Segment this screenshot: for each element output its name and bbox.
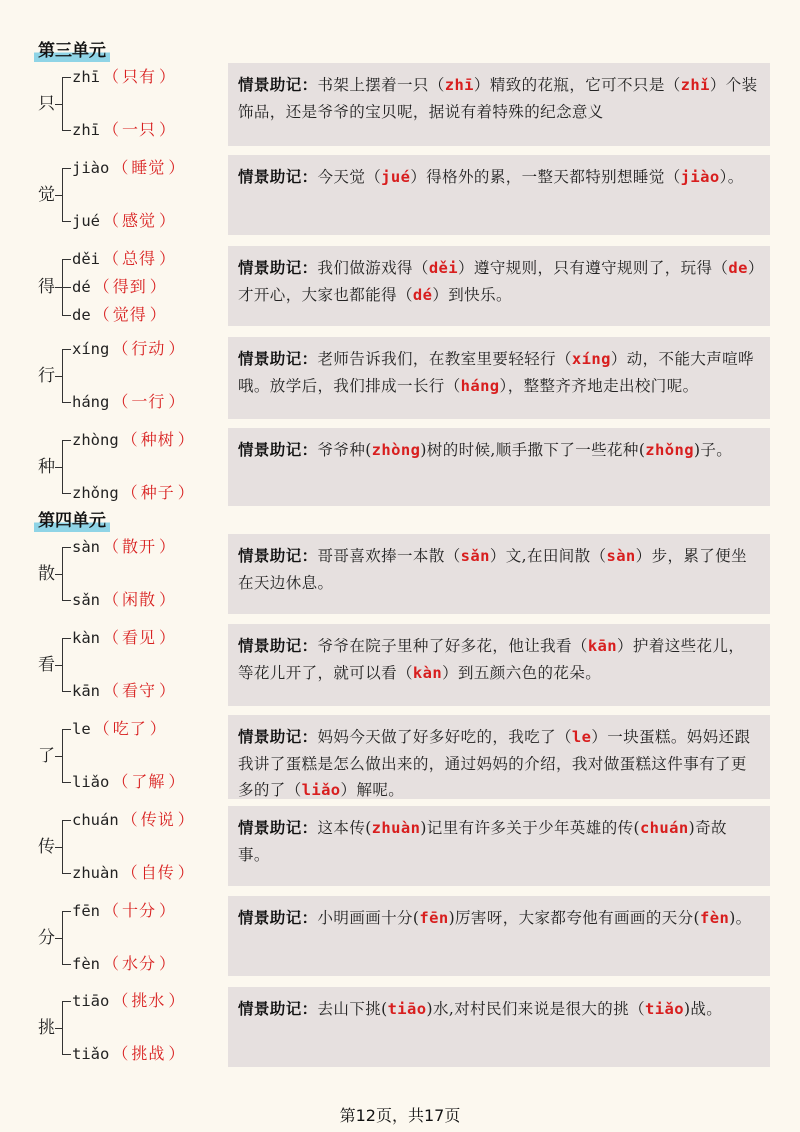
memo-text: )厉害呀，大家都夸他有画画的天分( xyxy=(448,909,700,927)
paren-close: ） xyxy=(159,67,176,86)
char-entry xyxy=(0,988,800,1070)
pinyin: zhī xyxy=(72,68,100,86)
reading-row xyxy=(72,304,169,326)
memo-pinyin: kān xyxy=(587,637,618,655)
memo-box xyxy=(228,246,770,326)
memo-text: ）一块蛋糕。妈妈还跟我讲了蛋糕是怎么做出来的，通过妈妈的介绍，我对做蛋糕这件事有了更多的了（ xyxy=(238,728,751,799)
pinyin: sǎn xyxy=(72,591,100,609)
memo-pinyin: kàn xyxy=(412,663,443,682)
paren-close: ） xyxy=(149,277,166,296)
pinyin: fēn xyxy=(72,902,100,920)
paren-open: （ xyxy=(93,719,110,738)
reading-row xyxy=(72,900,178,922)
paren-close: ） xyxy=(168,392,185,411)
memo-pinyin: tiāo xyxy=(387,1000,427,1018)
bracket xyxy=(62,911,71,964)
memo-pinyin: chuán xyxy=(639,819,689,837)
paren-close: ） xyxy=(159,249,176,268)
memo-text: ）到快乐。 xyxy=(432,285,512,304)
memo-box xyxy=(228,534,770,614)
example-word: 传说 xyxy=(140,810,175,829)
paren-open: （ xyxy=(103,249,120,268)
example-word: 睡觉 xyxy=(131,158,166,177)
example-word: 散开 xyxy=(122,537,157,556)
bracket-line xyxy=(62,349,63,402)
bracket xyxy=(62,638,71,691)
memo-text: 书架上摆着一只（ xyxy=(317,76,445,94)
example-word: 看守 xyxy=(122,681,157,700)
paren-close: ） xyxy=(177,863,194,882)
memo-text: ）遵守规则，只有遵守规则了，玩得（ xyxy=(458,259,729,277)
bracket-tick xyxy=(62,820,71,821)
bracket-tick xyxy=(62,440,71,441)
memo-label: 情景助记： xyxy=(238,168,318,186)
bracket-line xyxy=(62,77,63,130)
pinyin: chuán xyxy=(72,811,119,829)
paren-close: ） xyxy=(159,628,176,647)
pinyin: tiǎo xyxy=(72,1045,110,1063)
memo-label: 情景助记： xyxy=(238,1000,318,1018)
paren-close: ） xyxy=(149,719,166,738)
polyphone-char: 分 xyxy=(38,927,55,948)
bracket-tick xyxy=(62,493,71,494)
pinyin: zhuàn xyxy=(72,864,119,882)
reading-row xyxy=(72,627,178,649)
memo-text: 今天觉（ xyxy=(317,168,382,186)
bracket-tick xyxy=(62,729,71,730)
paren-open: （ xyxy=(103,681,120,700)
memo-text: ）个装饰品，还是爷爷的宝贝呢，据说有着特殊的纪念意义 xyxy=(238,76,758,121)
memo-box xyxy=(228,715,770,799)
memo-pinyin: tiǎo xyxy=(645,1000,684,1018)
bracket-tick xyxy=(62,315,71,316)
bracket-stem xyxy=(55,1028,62,1029)
paren-open: （ xyxy=(103,590,120,609)
paren-close: ） xyxy=(168,1044,185,1063)
polyphone-char: 看 xyxy=(38,654,55,675)
bracket-tick xyxy=(62,873,71,874)
memo-box xyxy=(228,428,770,506)
memo-pinyin: děi xyxy=(428,259,459,277)
bracket-tick xyxy=(62,77,71,78)
char-entry xyxy=(0,155,800,245)
bracket-stem xyxy=(55,847,62,848)
pinyin: fèn xyxy=(72,955,100,973)
memo-pinyin: fèn xyxy=(699,909,730,927)
bracket-stem xyxy=(55,376,62,377)
memo-label: 情景助记： xyxy=(238,728,318,746)
bracket-tick xyxy=(62,964,71,965)
memo-text: ）步，累了便坐在天边休息。 xyxy=(238,547,747,592)
paren-close: ） xyxy=(159,681,176,700)
example-word: 一行 xyxy=(131,392,166,411)
memo-pinyin: sàn xyxy=(606,547,636,565)
unit-title-3: 第三单元 xyxy=(34,38,110,64)
pinyin: kān xyxy=(72,682,100,700)
example-word: 种树 xyxy=(140,430,175,449)
memo-text: 去山下挑( xyxy=(317,1000,388,1018)
reading-row xyxy=(72,248,178,270)
example-word: 自传 xyxy=(140,863,175,882)
example-word: 看见 xyxy=(122,628,157,647)
bracket-tick xyxy=(62,911,71,912)
memo-text: 小明画画十分( xyxy=(317,909,420,927)
bracket xyxy=(62,168,71,221)
paren-open: （ xyxy=(121,483,138,502)
paren-open: （ xyxy=(112,392,129,411)
bracket xyxy=(62,729,71,782)
memo-text: ）护着这些花儿，等花儿开了，就可以看（ xyxy=(238,637,745,682)
pinyin: le xyxy=(72,720,91,738)
memo-text: 妈妈今天做了好多好吃的，我吃了（ xyxy=(317,728,572,746)
memo-label: 情景助记： xyxy=(238,909,318,927)
char-entry xyxy=(0,336,800,421)
memo-text: ）动，不能大声喧哗哦。放学后，我们排成一长行（ xyxy=(238,350,754,395)
bracket-line xyxy=(62,911,63,964)
bracket-stem xyxy=(55,665,62,666)
char-entry xyxy=(0,807,800,889)
memo-box xyxy=(228,806,770,886)
bracket xyxy=(62,820,71,873)
reading-row xyxy=(72,157,187,179)
page-footer: 第12页，共17页 xyxy=(339,1106,461,1125)
memo-text: ）精致的花瓶，它可不只是（ xyxy=(473,76,681,94)
bracket xyxy=(62,440,71,493)
bracket-line xyxy=(62,820,63,873)
memo-label: 情景助记： xyxy=(238,819,318,837)
bracket-tick xyxy=(62,221,71,222)
paren-open: （ xyxy=(103,67,120,86)
example-word: 总得 xyxy=(122,249,157,268)
bracket-stem xyxy=(55,574,62,575)
paren-open: （ xyxy=(103,537,120,556)
char-entry xyxy=(0,246,800,330)
bracket-tick xyxy=(62,287,71,288)
paren-close: ） xyxy=(168,772,185,791)
bracket xyxy=(62,1001,71,1054)
pinyin: tiāo xyxy=(72,992,110,1010)
bracket-tick xyxy=(62,402,71,403)
paren-open: （ xyxy=(112,991,129,1010)
bracket-line xyxy=(62,729,63,782)
bracket-tick xyxy=(62,130,71,131)
memo-pinyin: jué xyxy=(381,168,411,186)
reading-row xyxy=(72,536,178,558)
pinyin: jiào xyxy=(72,159,110,177)
polyphone-char: 觉 xyxy=(38,184,55,205)
paren-open: （ xyxy=(112,1044,129,1063)
example-word: 一只 xyxy=(122,120,157,139)
bracket-stem xyxy=(55,195,62,196)
bracket xyxy=(62,259,71,315)
example-word: 挑战 xyxy=(131,1044,166,1063)
paren-close: ） xyxy=(159,954,176,973)
pinyin: zhī xyxy=(72,121,100,139)
memo-label: 情景助记： xyxy=(238,547,318,565)
polyphone-char: 挑 xyxy=(38,1017,55,1038)
memo-text: ）到五颜六色的花朵。 xyxy=(442,663,602,682)
pinyin: děi xyxy=(72,250,100,268)
bracket-tick xyxy=(62,349,71,350)
memo-text: 爷爷种( xyxy=(317,441,372,459)
pinyin: de xyxy=(72,306,91,324)
paren-open: （ xyxy=(121,810,138,829)
polyphone-char: 了 xyxy=(38,745,55,766)
reading-row xyxy=(72,210,178,232)
bracket-line xyxy=(62,547,63,600)
paren-open: （ xyxy=(121,430,138,449)
memo-pinyin: zhòng xyxy=(371,441,421,459)
reading-row xyxy=(72,718,169,740)
memo-pinyin: fēn xyxy=(419,909,449,927)
memo-box xyxy=(228,63,770,146)
example-word: 挑水 xyxy=(131,991,166,1010)
char-entry xyxy=(0,898,800,980)
bracket-tick xyxy=(62,782,71,783)
memo-text: 老师告诉我们，在教室里要轻轻行（ xyxy=(317,350,572,368)
bracket-stem xyxy=(55,104,62,105)
memo-pinyin: liǎo xyxy=(301,781,341,799)
memo-pinyin: sǎn xyxy=(460,547,490,565)
memo-label: 情景助记： xyxy=(238,441,318,459)
memo-text: )树的时候,顺手撒下了一些花种( xyxy=(420,441,646,459)
paren-open: （ xyxy=(93,277,110,296)
reading-row xyxy=(72,809,197,831)
bracket xyxy=(62,77,71,130)
polyphone-char: 散 xyxy=(38,563,55,584)
bracket-line xyxy=(62,1001,63,1054)
memo-text: ）解呢。 xyxy=(340,781,405,799)
char-entry xyxy=(0,716,800,798)
reading-row xyxy=(72,119,178,141)
reading-row xyxy=(72,680,178,702)
memo-text: )子。 xyxy=(693,441,733,459)
memo-text: )。 xyxy=(729,909,752,927)
paren-close: ） xyxy=(159,211,176,230)
memo-text: )水,对村民们来说是很大的挑（ xyxy=(426,1000,645,1018)
reading-row xyxy=(72,66,178,88)
polyphone-char: 得 xyxy=(38,277,55,297)
bracket xyxy=(62,349,71,402)
pinyin: zhòng xyxy=(72,431,119,449)
bracket-stem xyxy=(55,938,62,939)
reading-row xyxy=(72,862,197,884)
example-word: 了解 xyxy=(131,772,166,791)
example-word: 觉得 xyxy=(112,305,147,324)
paren-open: （ xyxy=(93,305,110,324)
memo-pinyin: de xyxy=(728,259,748,277)
bracket-line xyxy=(62,168,63,221)
bracket-tick xyxy=(62,259,71,260)
memo-text: 爷爷在院子里种了好多花，他让我看（ xyxy=(317,637,588,655)
example-word: 闲散 xyxy=(122,590,157,609)
reading-row xyxy=(72,391,187,413)
example-word: 只有 xyxy=(122,67,157,86)
memo-text: ）得格外的累，一整天都特别想睡觉（ xyxy=(410,168,681,186)
reading-row xyxy=(72,1043,187,1065)
memo-box xyxy=(228,896,770,976)
paren-close: ） xyxy=(159,120,176,139)
example-word: 种子 xyxy=(140,483,175,502)
memo-text: )记里有许多关于少年英雄的传( xyxy=(420,819,640,837)
bracket-line xyxy=(62,638,63,691)
example-word: 十分 xyxy=(122,901,157,920)
paren-close: ） xyxy=(168,339,185,358)
paren-open: （ xyxy=(103,901,120,920)
paren-close: ） xyxy=(149,305,166,324)
polyphone-char: 只 xyxy=(38,93,55,114)
memo-pinyin: dé xyxy=(412,285,433,304)
pinyin: dé xyxy=(72,278,91,296)
paren-open: （ xyxy=(112,158,129,177)
polyphone-char: 传 xyxy=(38,836,55,857)
memo-text: 哥哥喜欢捧一本散（ xyxy=(317,547,461,565)
paren-close: ） xyxy=(177,430,194,449)
bracket-tick xyxy=(62,600,71,601)
bracket-tick xyxy=(62,1001,71,1002)
memo-text: ），整整齐齐地走出校门呢。 xyxy=(499,376,699,395)
paren-open: （ xyxy=(103,628,120,647)
polyphone-char: 行 xyxy=(38,365,55,386)
example-word: 吃了 xyxy=(112,719,147,738)
memo-pinyin: zhǒng xyxy=(645,441,694,459)
memo-pinyin: zhuàn xyxy=(371,819,421,837)
paren-open: （ xyxy=(103,120,120,139)
paren-open: （ xyxy=(112,339,129,358)
bracket-stem xyxy=(55,467,62,468)
paren-open: （ xyxy=(112,772,129,791)
bracket-tick xyxy=(62,547,71,548)
reading-row xyxy=(72,953,178,975)
unit-title-4: 第四单元 xyxy=(34,508,110,534)
memo-box xyxy=(228,987,770,1067)
bracket-line xyxy=(62,440,63,493)
bracket-tick xyxy=(62,638,71,639)
pinyin: xíng xyxy=(72,340,110,358)
char-entry xyxy=(0,64,800,154)
memo-pinyin: zhī xyxy=(444,76,474,94)
paren-close: ） xyxy=(177,810,194,829)
paren-open: （ xyxy=(103,211,120,230)
example-word: 感觉 xyxy=(122,211,157,230)
paren-open: （ xyxy=(103,954,120,973)
reading-row xyxy=(72,589,178,611)
memo-text: ）。 xyxy=(719,168,744,186)
example-word: 得到 xyxy=(112,277,147,296)
memo-box xyxy=(228,624,770,706)
pinyin: liǎo xyxy=(72,773,110,791)
memo-text: ）文,在田间散（ xyxy=(489,547,607,565)
bracket xyxy=(62,547,71,600)
memo-text: ）才开心，大家也都能得（ xyxy=(238,259,756,304)
memo-pinyin: háng xyxy=(460,376,500,395)
char-entry xyxy=(0,534,800,616)
bracket-tick xyxy=(62,168,71,169)
memo-pinyin: zhǐ xyxy=(680,76,710,94)
memo-label: 情景助记： xyxy=(238,76,318,94)
reading-row xyxy=(72,338,187,360)
paren-close: ） xyxy=(159,901,176,920)
pinyin: zhǒng xyxy=(72,484,119,502)
memo-text: )战。 xyxy=(683,1000,723,1018)
paren-close: ） xyxy=(168,158,185,177)
memo-text: )奇故事。 xyxy=(238,819,727,864)
memo-pinyin: jiào xyxy=(680,168,720,186)
pinyin: kàn xyxy=(72,629,100,647)
memo-box xyxy=(228,337,770,419)
pinyin: sàn xyxy=(72,538,100,556)
memo-label: 情景助记： xyxy=(238,259,318,277)
memo-pinyin: le xyxy=(571,728,592,746)
paren-open: （ xyxy=(121,863,138,882)
paren-close: ） xyxy=(159,537,176,556)
memo-label: 情景助记： xyxy=(238,637,318,655)
memo-text: 这本传( xyxy=(317,819,372,837)
paren-close: ） xyxy=(177,483,194,502)
example-word: 水分 xyxy=(122,954,157,973)
paren-close: ） xyxy=(168,991,185,1010)
bracket-stem xyxy=(55,756,62,757)
memo-label: 情景助记： xyxy=(238,350,318,368)
paren-close: ） xyxy=(159,590,176,609)
memo-box xyxy=(228,155,770,235)
bracket-tick xyxy=(62,1054,71,1055)
memo-text: 我们做游戏得（ xyxy=(317,259,429,277)
pinyin: jué xyxy=(72,212,100,230)
bracket-stem xyxy=(55,287,62,288)
bracket-tick xyxy=(62,691,71,692)
polyphone-char: 种 xyxy=(38,456,55,477)
reading-row xyxy=(72,990,187,1012)
reading-row xyxy=(72,482,197,504)
reading-row xyxy=(72,771,187,793)
reading-row xyxy=(72,429,197,451)
memo-pinyin: xíng xyxy=(571,350,611,368)
char-entry xyxy=(0,625,800,707)
char-entry xyxy=(0,427,800,503)
reading-row xyxy=(72,276,169,298)
pinyin: háng xyxy=(72,393,110,411)
example-word: 行动 xyxy=(131,339,166,358)
